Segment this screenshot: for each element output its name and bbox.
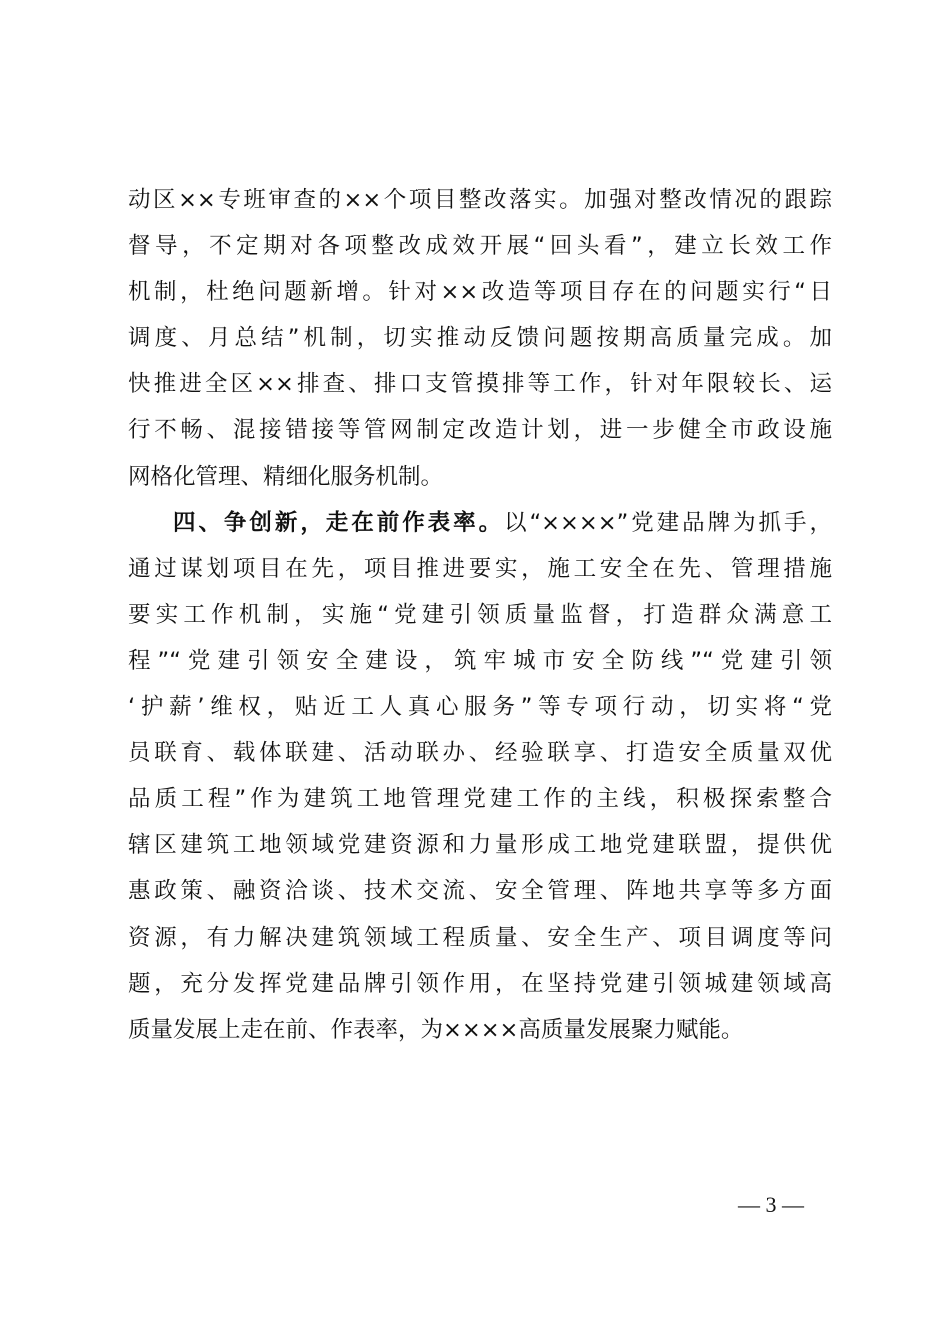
text-line: 质量发展上走在前、作表率，为××××高质量发展聚力赋能。 xyxy=(128,1016,744,1043)
text-line: 品质工程”作为建筑工地管理党建工作的主线，积极探索整合 xyxy=(128,786,832,813)
text-line: 机制，杜绝问题新增。针对××改造等项目存在的问题实行“日 xyxy=(128,279,832,306)
section-heading: 四、争创新，走在前作表率。 xyxy=(173,509,505,536)
text-line: 惠政策、融资洽谈、技术交流、安全管理、阵地共享等多方面 xyxy=(128,878,832,905)
text-line: ‘护薪’维权，贴近工人真心服务”等专项行动，切实将“党 xyxy=(128,694,832,721)
text-line: 要实工作机制，实施“党建引领质量监督，打造群众满意工 xyxy=(128,601,832,628)
page-number: — 3 — xyxy=(738,1192,804,1217)
text-line: 通过谋划项目在先，项目推进要实，施工安全在先、管理措施 xyxy=(128,555,832,582)
text-line: 员联育、载体联建、活动联办、经验联享、打造安全质量双优 xyxy=(128,740,832,767)
text-line: 快推进全区××排查、排口支管摸排等工作，针对年限较长、运 xyxy=(128,371,832,398)
text-line: 题，充分发挥党建品牌引领作用，在坚持党建引领城建领域高 xyxy=(128,970,832,997)
text-line: 动区××专班审查的××个项目整改落实。加强对整改情况的跟踪 xyxy=(128,187,832,213)
text-line: 网格化管理、精细化服务机制。 xyxy=(128,463,444,490)
text-line: 程”“党建引领安全建设，筑牢城市安全防线”“党建引领 xyxy=(128,647,832,674)
paragraph-1 xyxy=(128,177,832,500)
text-line: 辖区建筑工地领域党建资源和力量形成工地党建联盟，提供优 xyxy=(128,832,832,859)
paragraph-2 xyxy=(128,500,832,1053)
text-line xyxy=(128,500,832,546)
heading-continuation: 以“××××”党建品牌为抓手， xyxy=(504,509,832,536)
text-line: 资源，有力解决建筑领域工程质量、安全生产、项目调度等问 xyxy=(128,924,832,951)
text-line: 行不畅、混接错接等管网制定改造计划，进一步健全市政设施 xyxy=(128,417,832,444)
text-line: 调度、月总结”机制，切实推动反馈问题按期高质量完成。加 xyxy=(128,325,832,352)
document-body xyxy=(128,177,832,1053)
text-line: 督导，不定期对各项整改成效开展“回头看”，建立长效工作 xyxy=(128,233,832,260)
